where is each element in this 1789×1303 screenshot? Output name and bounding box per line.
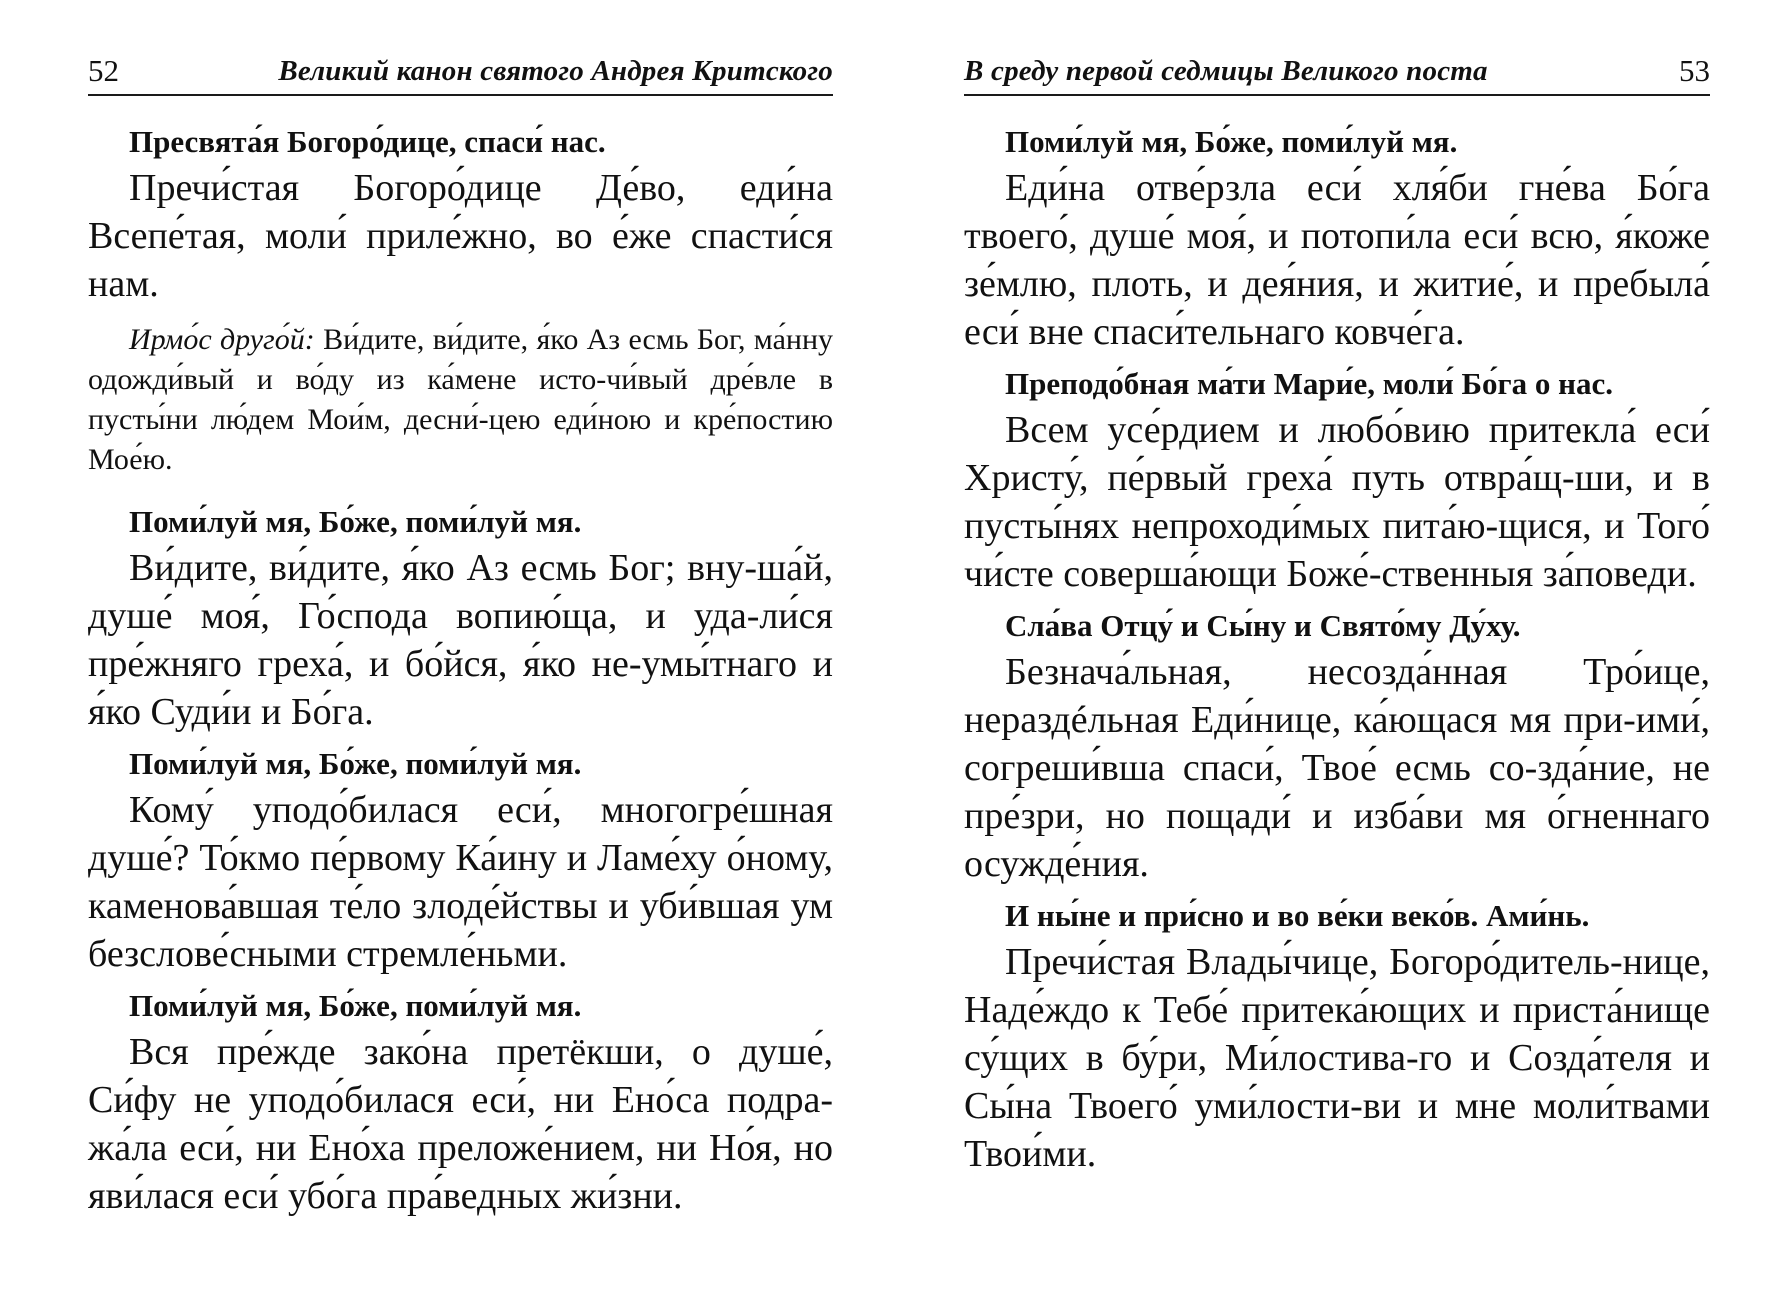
verse: Безнача́льная, несозда́нная Тро́ице, нераздéльная Еди́нице, ка́ющася мя при-ими́, согреши́вша спаси́, Твое́ есмь со-зда́ние, не пре́зри, но пощади́ и изба́ви мя о́гненнаго осужде́ния.	[964, 651, 1710, 885]
refrain: Поми́луй мя, Бо́же, поми́луй мя.	[1005, 124, 1458, 159]
verse: Пречи́стая Богоро́дице Де́во, еди́на Всепе́тая, моли́ приле́жно, во е́же спасти́ся нам.	[88, 167, 833, 305]
right-running-title: В среду первой седмицы Великого поста	[964, 55, 1488, 87]
irmos	[88, 320, 833, 480]
refrain: Поми́луй мя, Бо́же, поми́луй мя.	[129, 746, 582, 781]
left-running-head	[88, 50, 833, 96]
verse: Еди́на отве́рзла еси́ хля́би гне́ва Бо́га твоего́, душе́ моя́, и потопи́ла еси́ всю, я́коже зе́млю, плоть, и дея́ния, и житие́, и пребыла́ еси́ вне спаси́тельнаго ковче́га.	[964, 167, 1710, 353]
left-body-text	[88, 120, 833, 1226]
verse: Вся пре́жде зако́на претёкши, о душе́, Си́фу не уподо́билася еси́, ни Ено́са подра-жа́ла еси́, ни Ено́ха преложе́нием, ни Но́я, но яви́лася еси́ убо́га пра́ведных жи́зни.	[88, 1031, 833, 1217]
refrain: Поми́луй мя, Бо́же, поми́луй мя.	[129, 504, 582, 539]
left-page-number: 52	[88, 53, 119, 88]
right-body-text	[964, 120, 1710, 1184]
left-running-title: Великий канон святого Андрея Критского	[278, 55, 833, 87]
irmos-label: Ирмо́с друго́й:	[129, 323, 315, 356]
verse: Всем усе́рдием и любо́вию притекла́ еси́ Христу́, пе́рвый греха́ путь отвра́щ-ши, и в пусты́нях непроходи́мых пита́ю-щися, и Того́ чи́сте соверша́ющи Боже́-ственныя за́поведи.	[964, 409, 1710, 595]
right-running-head	[964, 50, 1710, 96]
verse: Кому́ уподо́билася еси́, многогре́шная душе́? То́кмо пе́рвому Ка́ину и Ламе́ху о́ному, каменова́вшая те́ло злоде́йствы и уби́вшая ум безслове́сными стремле́ньми.	[88, 789, 833, 975]
refrain: Пресвята́я Богоро́дице, спаси́ нас.	[129, 124, 606, 159]
right-page-number: 53	[1679, 53, 1710, 88]
refrain: Поми́луй мя, Бо́же, поми́луй мя.	[129, 988, 582, 1023]
verse: Ви́дите, ви́дите, я́ко Аз есмь Бог; вну-ша́й, душе́ моя́, Го́спода вопию́ща, и уда-ли́ся пре́жняго греха́, и бо́йся, я́ко не-умы́тнаго и я́ко Суди́и и Бо́га.	[88, 547, 833, 733]
right-page	[964, 0, 1710, 1303]
irmos-text: Ви́дите, ви́дите, я́ко Аз есмь Бог, ма́нну одожди́вый и во́ду из ка́мене исто-чи́вый дре́вле в пусты́ни лю́дем Мои́м, десни́-цею еди́ною и кре́постию Мое́ю.	[88, 323, 833, 476]
verse: Пречи́стая Влады́чице, Богоро́дитель-нице, Наде́ждо к Тебе́ притека́ющих и приста́нище су́щих в бу́ри, Ми́лостива-го и Созда́теля и Сы́на Твоего́ уми́лости-ви и мне моли́твами Твои́ми.	[964, 941, 1710, 1175]
refrain: Преподо́бная ма́ти Мари́е, моли́ Бо́га о нас.	[1005, 366, 1613, 401]
refrain: И ны́не и при́сно и во ве́ки веко́в. Ами́нь.	[1005, 898, 1590, 933]
refrain: Сла́ва Отцу́ и Сы́ну и Свято́му Ду́ху.	[1005, 608, 1521, 643]
left-page	[88, 0, 833, 1303]
